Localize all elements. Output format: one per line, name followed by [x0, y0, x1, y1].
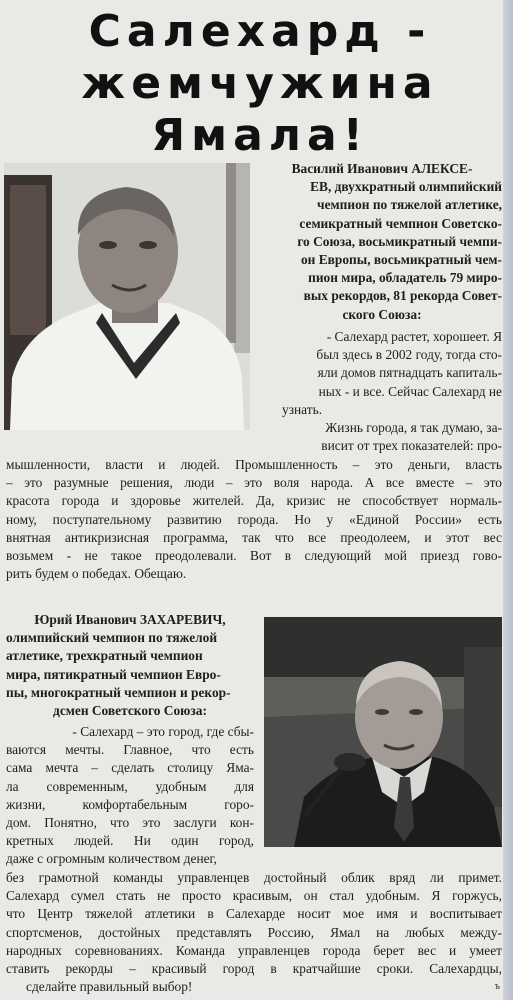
- article1-intro-line: семикратный чемпион Советско-: [299, 215, 502, 231]
- article1-intro-line: пион мира, обладатель 79 миро-: [308, 270, 502, 286]
- article1-body: [262, 328, 502, 455]
- article2-body-line: - Салехард – это город, где сбы-: [72, 724, 254, 739]
- article1-wide-line: рить будем о победах. Обещаю.: [6, 566, 187, 582]
- article2-body-line: сама мечта – сделать столицу Яма-: [6, 760, 254, 776]
- headline-line-2: жемчужина: [81, 58, 439, 109]
- article1-wide-body: [6, 456, 502, 583]
- article2-body-line: кретных людей. Ни один город,: [6, 833, 254, 849]
- article2-wide-line: Салехард сумел стать не просто красивым, он стал удобным. Я горжусь,: [6, 888, 502, 904]
- article2-body-line: жизни, комфортабельным горо-: [6, 796, 254, 812]
- article2-wide-line: ставить рекорды – красивый город в кратчайшие сроки. Салехардцы,: [6, 961, 502, 977]
- article2-wide-line: сделайте правильный выбор!: [26, 979, 193, 995]
- article2-wide-line: народных соревнованиях. Команда управленцев города берет вес и умеет: [6, 942, 502, 958]
- zakharevich-photo: [264, 617, 502, 847]
- article1-intro: [262, 160, 502, 324]
- article1-body-line: висит от трех показателей: про-: [321, 438, 502, 454]
- article1-wide-line: возьмем - не такое преодолевали. Вот в следующий мой приезд гово-: [6, 548, 502, 564]
- headline: [40, 6, 480, 162]
- article2-intro-line: олимпийский чемпион по тяжелой: [6, 630, 218, 646]
- article1-wide-line: мышленности, власти и людей. Промышленность – это деньги, власть: [6, 457, 502, 472]
- article1-body-line: ных - и все. Сейчас Салехард не: [318, 383, 502, 399]
- article1-intro-line: ского Союза:: [342, 306, 422, 322]
- article2-body-line: ваются мечты. Главное, что есть: [6, 742, 254, 758]
- alekseev-photo: [4, 163, 250, 430]
- article2-intro: [6, 611, 254, 720]
- article1-body-line: яли домов пятнадцать капиталь-: [317, 365, 502, 381]
- article2-wide-body: [6, 869, 502, 996]
- headline-line-3: Ямала!: [151, 110, 369, 161]
- article1-wide-line: красота города и здоровье жителей. Да, кризис не способствует нормаль-: [6, 493, 502, 509]
- article1-intro-line: вых рекордов, 81 рекорда Совет-: [303, 288, 502, 304]
- article1-intro-line: го Союза, восьмикратный чемпи-: [297, 233, 502, 249]
- article1-wide-line: внятная антикризисная программа, так что все преодолеем, и этот вес: [6, 529, 502, 545]
- article2-intro-line: атлетике, трехкратный чемпион: [6, 648, 203, 664]
- article1-intro-line: он Европы, восьмикратный чем-: [300, 252, 502, 268]
- page-mark: ъ: [494, 981, 500, 992]
- article1-intro-line: ЕВ, двухкратный олимпийский: [310, 179, 502, 195]
- article1-body-line: Жизнь города, я так думаю, за-: [325, 420, 502, 436]
- article2-body-line: даже с огромным количеством денег,: [6, 851, 217, 867]
- article2-intro-line: Юрий Иванович ЗАХАРЕВИЧ,: [34, 612, 226, 627]
- headline-line-1: Салехард -: [88, 6, 432, 57]
- article1-body-line: был здесь в 2002 году, тогда сто-: [316, 347, 502, 363]
- article1-wide-line: – это разумные решения, люди – это воля народа. А все вместе – это: [6, 475, 502, 491]
- article2-wide-line: что Центр тяжелой атлетики в Салехарде носит мое имя и воспитывает: [6, 906, 502, 922]
- article2-body: [6, 723, 254, 869]
- article1-body-line: узнать.: [282, 401, 323, 417]
- article2-body-line: ла современным, удобным для: [6, 778, 254, 794]
- article2-intro-line: пы, многократный чемпион и рекор-: [6, 684, 231, 700]
- article2-intro-line: мира, пятикратный чемпион Евро-: [6, 666, 221, 682]
- article1-body-line: - Салехард растет, хорошеет. Я: [326, 329, 502, 344]
- page-edge-strip: [503, 0, 513, 1000]
- article2-body-line: дом. Понятно, что это заслуги кон-: [6, 815, 254, 831]
- article2-wide-line: спортсменов, достойных представлять Россию, Ямал на любых между-: [6, 924, 502, 940]
- article2-wide-line: без грамотной команды управленцев достойный облик вряд ли примет.: [6, 870, 502, 885]
- article1-wide-line: ному, поступательному развитию города. Но у «Единой России» есть: [6, 511, 502, 527]
- article2-intro-line: дсмен Советского Союза:: [53, 703, 207, 719]
- article1-intro-line: Василий Иванович АЛЕКСЕ-: [291, 161, 473, 176]
- article1-intro-line: чемпион по тяжелой атлетике,: [317, 197, 502, 213]
